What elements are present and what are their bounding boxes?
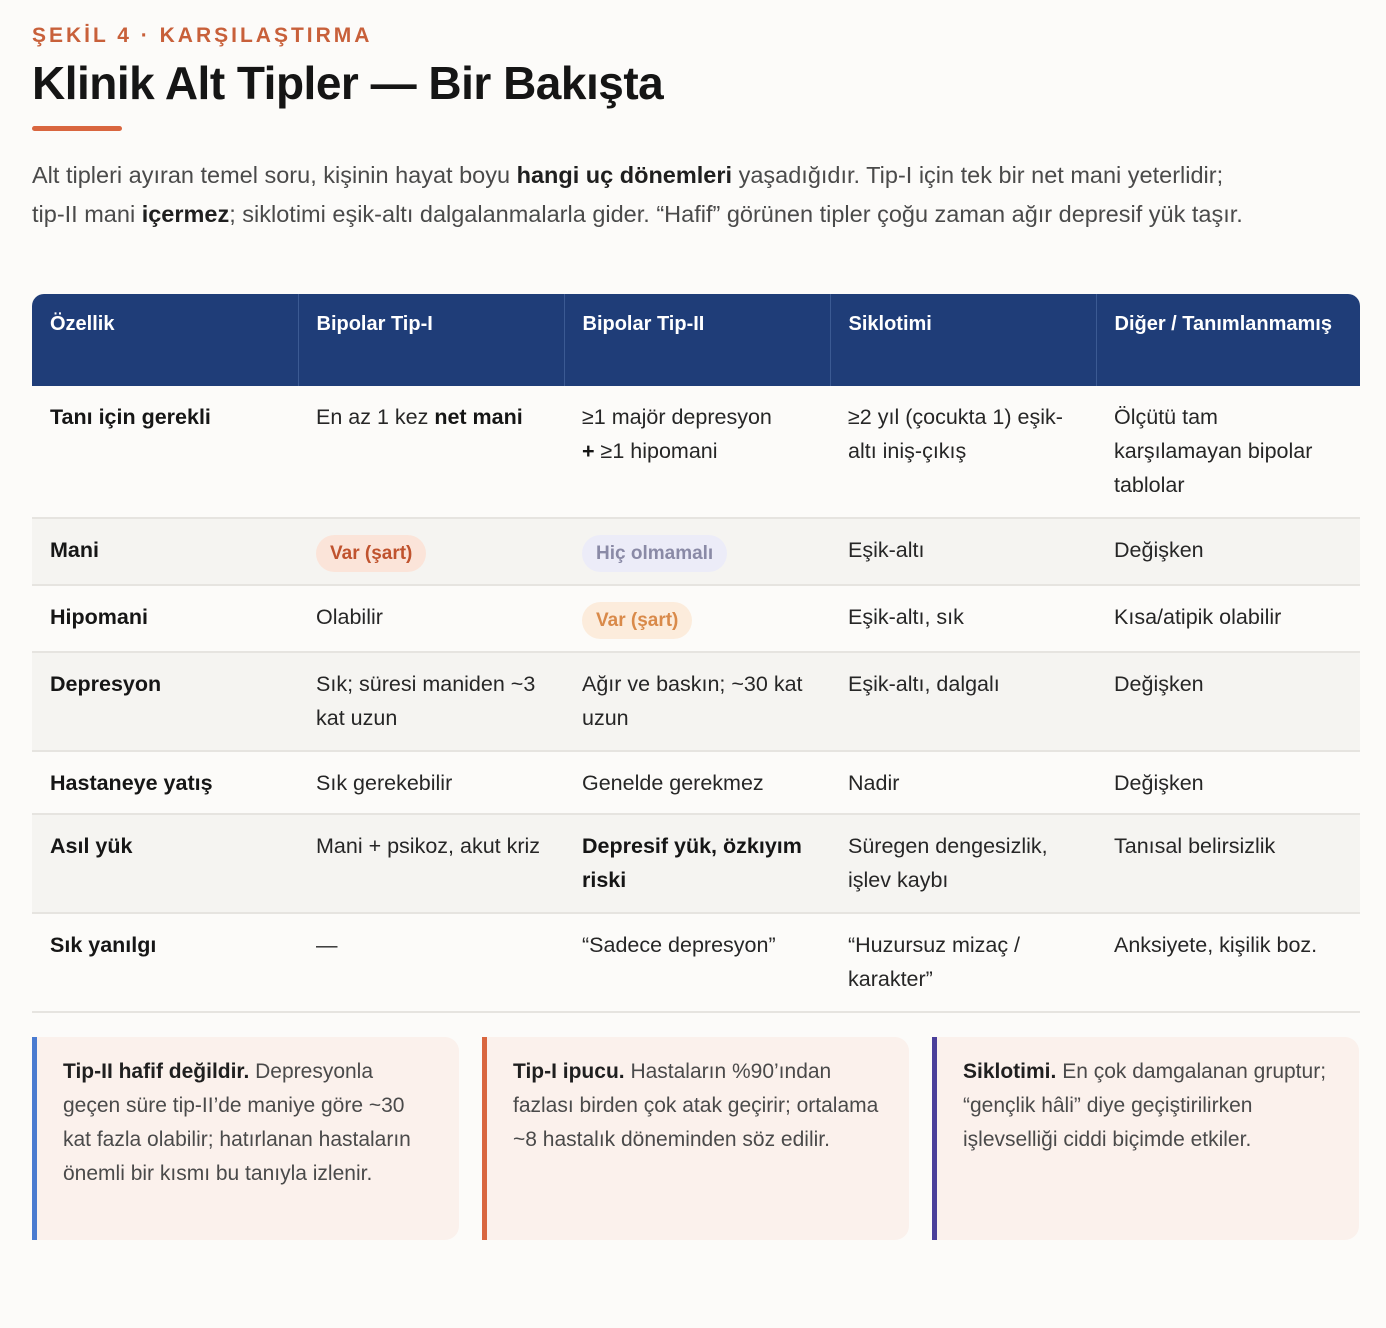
table-header-row bbox=[32, 294, 1360, 386]
cell-siklotimi: Eşik-altı, sık bbox=[830, 585, 1096, 652]
cell-siklotimi: Süregen dengesizlik, işlev kaybı bbox=[830, 814, 1096, 913]
cell-tip2: Genelde gerekmez bbox=[564, 751, 830, 814]
row-feature: Hastaneye yatış bbox=[32, 751, 298, 814]
note-text: Hastaların %90’ından fazlası birden çok atak geçirir; ortalama ~8 hastalık döneminden söz edilir. bbox=[513, 1060, 879, 1151]
cell-tip1: — bbox=[298, 913, 564, 1012]
table-row bbox=[32, 518, 1360, 585]
cell-tip2 bbox=[564, 814, 830, 913]
status-badge: Hiç olmamalı bbox=[582, 535, 727, 572]
cell-siklotimi: Nadir bbox=[830, 751, 1096, 814]
cell-siklotimi: ≥2 yıl (çocukta 1) eşik-altı iniş-çıkış bbox=[830, 386, 1096, 518]
status-badge: Var (şart) bbox=[316, 535, 426, 572]
column-header-tip1: Bipolar Tip-I bbox=[298, 294, 564, 386]
cell-tip2-plus: + bbox=[582, 439, 595, 463]
intro-bold-1: hangi uç dönemleri bbox=[516, 162, 733, 188]
table-row bbox=[32, 386, 1360, 518]
note-card-tip1 bbox=[482, 1037, 909, 1240]
cell-tip2 bbox=[564, 518, 830, 585]
note-text: Depresyonla geçen süre tip-II’de maniye göre ~30 kat fazla olabilir; hatırlanan hastaların önemli bir kısmı bu tanıyla izlenir. bbox=[63, 1060, 411, 1185]
table-row bbox=[32, 814, 1360, 913]
table-row bbox=[32, 751, 1360, 814]
cell-tip1: Mani + psikoz, akut kriz bbox=[298, 814, 564, 913]
title-underline bbox=[32, 126, 122, 131]
cell-diger: Değişken bbox=[1096, 518, 1360, 585]
cell-diger: Ölçütü tam karşılamayan bipolar tablolar bbox=[1096, 386, 1360, 518]
note-title: Tip-II hafif değildir. bbox=[63, 1060, 250, 1083]
row-feature: Sık yanılgı bbox=[32, 913, 298, 1012]
cell-tip1 bbox=[298, 386, 564, 518]
cell-diger: Anksiyete, kişilik boz. bbox=[1096, 913, 1360, 1012]
cell-tip2-bold: Depresif yük, özkıyım riski bbox=[582, 834, 802, 892]
comparison-table bbox=[32, 294, 1360, 1013]
row-feature: Depresyon bbox=[32, 652, 298, 751]
cell-tip1: Sık; süresi maniden ~3 kat uzun bbox=[298, 652, 564, 751]
page-title: Klinik Alt Tipler — Bir Bakışta bbox=[32, 57, 664, 109]
cell-tip2: “Sadece depresyon” bbox=[564, 913, 830, 1012]
note-text: En çok damgalanan gruptur; “gençlik hâli” diye geçiştirilirken işlevselliği ciddi biçimde etkiler. bbox=[963, 1060, 1327, 1151]
cell-tip2: Ağır ve baskın; ~30 kat uzun bbox=[564, 652, 830, 751]
column-header-feature: Özellik bbox=[32, 294, 298, 386]
intro-bold-2: içermez bbox=[141, 200, 230, 227]
row-feature: Tanı için gerekli bbox=[32, 386, 298, 518]
intro-text-1: Alt tipleri ayıran temel soru, kişinin hayat boyu bbox=[32, 162, 517, 188]
cell-tip1 bbox=[298, 518, 564, 585]
cell-tip1: Olabilir bbox=[298, 585, 564, 652]
intro-text-2: yaşadığıdır. Tip-I için tek bir net mani yeterlidir; tip-II mani bbox=[32, 162, 1224, 227]
note-title: Tip-I ipucu. bbox=[513, 1060, 625, 1083]
cell-tip2-line2: ≥1 hipomani bbox=[594, 439, 718, 463]
column-header-diger: Diğer / Tanımlanmamış bbox=[1096, 294, 1360, 386]
cell-siklotimi: Eşik-altı bbox=[830, 518, 1096, 585]
row-feature: Hipomani bbox=[32, 585, 298, 652]
cell-tip2 bbox=[564, 585, 830, 652]
note-title: Siklotimi. bbox=[963, 1060, 1057, 1083]
status-badge: Var (şart) bbox=[582, 602, 692, 639]
column-header-tip2: Bipolar Tip-II bbox=[564, 294, 830, 386]
intro-paragraph bbox=[32, 156, 1252, 233]
row-feature: Asıl yük bbox=[32, 814, 298, 913]
table-row bbox=[32, 652, 1360, 751]
cell-diger: Kısa/atipik olabilir bbox=[1096, 585, 1360, 652]
cell-tip1-text: En az 1 kez bbox=[316, 405, 435, 429]
intro-text-3: ; siklotimi eşik-altı dalgalanmalarla gider. “Hafif” görünen tipler çoğu zaman ağır depresif yük taşır. bbox=[229, 200, 1243, 227]
cell-tip1-bold: net mani bbox=[434, 405, 523, 429]
table-row bbox=[32, 585, 1360, 652]
figure-eyebrow: ŞEKİL 4 · KARŞILAŞTIRMA bbox=[32, 24, 373, 47]
cell-tip2-line1: ≥1 majör depresyon bbox=[582, 405, 772, 429]
cell-siklotimi: “Huzursuz mizaç / karakter” bbox=[830, 913, 1096, 1012]
cell-tip2 bbox=[564, 386, 830, 518]
cell-tip1: Sık gerekebilir bbox=[298, 751, 564, 814]
note-card-tip2 bbox=[32, 1037, 459, 1240]
column-header-siklotimi: Siklotimi bbox=[830, 294, 1096, 386]
cell-diger: Değişken bbox=[1096, 751, 1360, 814]
table-row bbox=[32, 913, 1360, 1012]
cell-diger: Değişken bbox=[1096, 652, 1360, 751]
note-card-siklotimi bbox=[932, 1037, 1359, 1240]
row-feature: Mani bbox=[32, 518, 298, 585]
cell-siklotimi: Eşik-altı, dalgalı bbox=[830, 652, 1096, 751]
cell-diger: Tanısal belirsizlik bbox=[1096, 814, 1360, 913]
